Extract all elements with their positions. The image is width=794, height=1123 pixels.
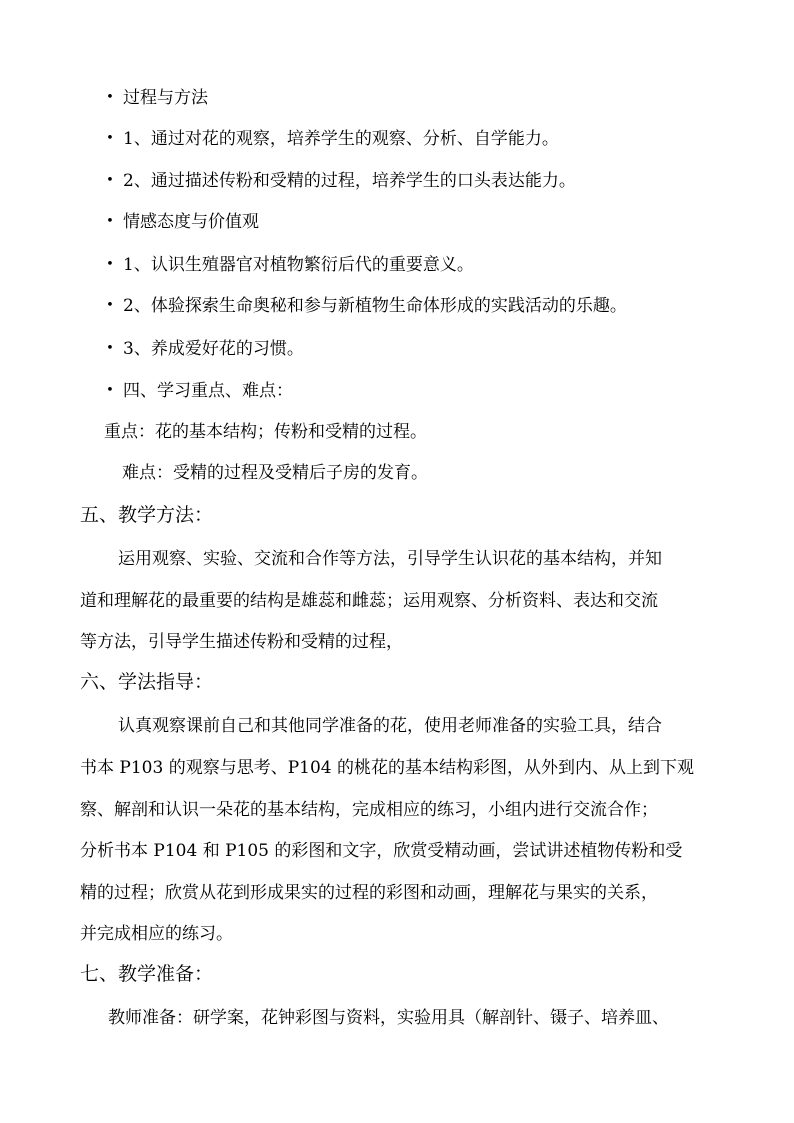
paragraph-line: 教师准备：研学案，花钟彩图与资料，实验用具（解剖针、镊子、培养皿、	[108, 1008, 669, 1028]
bullet-text: 1、认识生殖器官对植物繁衍后代的重要意义。	[123, 255, 474, 275]
section-heading-teaching-preparation: 七、教学准备：	[80, 963, 214, 985]
bullet-text: 1、通过对花的观察，培养学生的观察、分析、自学能力。	[123, 129, 559, 149]
bullet-dot: •	[106, 131, 114, 146]
paragraph-line: 精的过程；欣赏从花到形成果实的过程的彩图和动画，理解花与果实的关系，	[80, 883, 658, 903]
bullet-dot: •	[106, 383, 114, 398]
difficult-point-text: 难点：受精的过程及受精后子房的发育。	[122, 463, 428, 483]
bullet-text: 2、体验探索生命奥秘和参与新植物生命体形成的实践活动的乐趣。	[123, 296, 627, 316]
paragraph-line: 运用观察、实验、交流和合作等方法，引导学生认识花的基本结构，并知	[118, 549, 662, 569]
bullet-dot: •	[106, 341, 114, 356]
paragraph-line: 等方法，引导学生描述传粉和受精的过程，	[80, 632, 403, 652]
paragraph-line: 道和理解花的最重要的结构是雄蕊和雌蕊；运用观察、分析资料、表达和交流	[80, 591, 658, 611]
bullet-text: 情感态度与价值观	[123, 212, 259, 232]
section-heading-teaching-methods: 五、教学方法：	[80, 504, 214, 526]
paragraph-line: 察、解剖和认识一朵花的基本结构，完成相应的练习，小组内进行交流合作；	[80, 800, 658, 820]
bullet-text: 2、通过描述传粉和受精的过程，培养学生的口头表达能力。	[123, 171, 576, 191]
bullet-dot: •	[106, 214, 114, 229]
bullet-text: 过程与方法	[123, 88, 208, 108]
paragraph-line: 认真观察课前自己和其他同学准备的花，使用老师准备的实验工具，结合	[118, 716, 662, 736]
bullet-dot: •	[106, 298, 114, 313]
paragraph-line: 书本 P103 的观察与思考、P104 的桃花的基本结构彩图，从外到内、从上到下观	[80, 758, 694, 778]
bullet-dot: •	[106, 90, 114, 105]
bullet-dot: •	[106, 173, 114, 188]
paragraph-line: 并完成相应的练习。	[80, 924, 233, 944]
paragraph-line: 分析书本 P104 和 P105 的彩图和文字，欣赏受精动画，尝试讲述植物传粉和受	[80, 841, 683, 861]
bullet-text: 3、养成爱好花的习惯。	[123, 339, 304, 359]
bullet-dot: •	[106, 257, 114, 272]
key-point-text: 重点：花的基本结构；传粉和受精的过程。	[104, 422, 427, 442]
section-heading-study-guidance: 六、学法指导：	[80, 671, 214, 693]
bullet-text: 四、学习重点、难点：	[123, 381, 293, 401]
